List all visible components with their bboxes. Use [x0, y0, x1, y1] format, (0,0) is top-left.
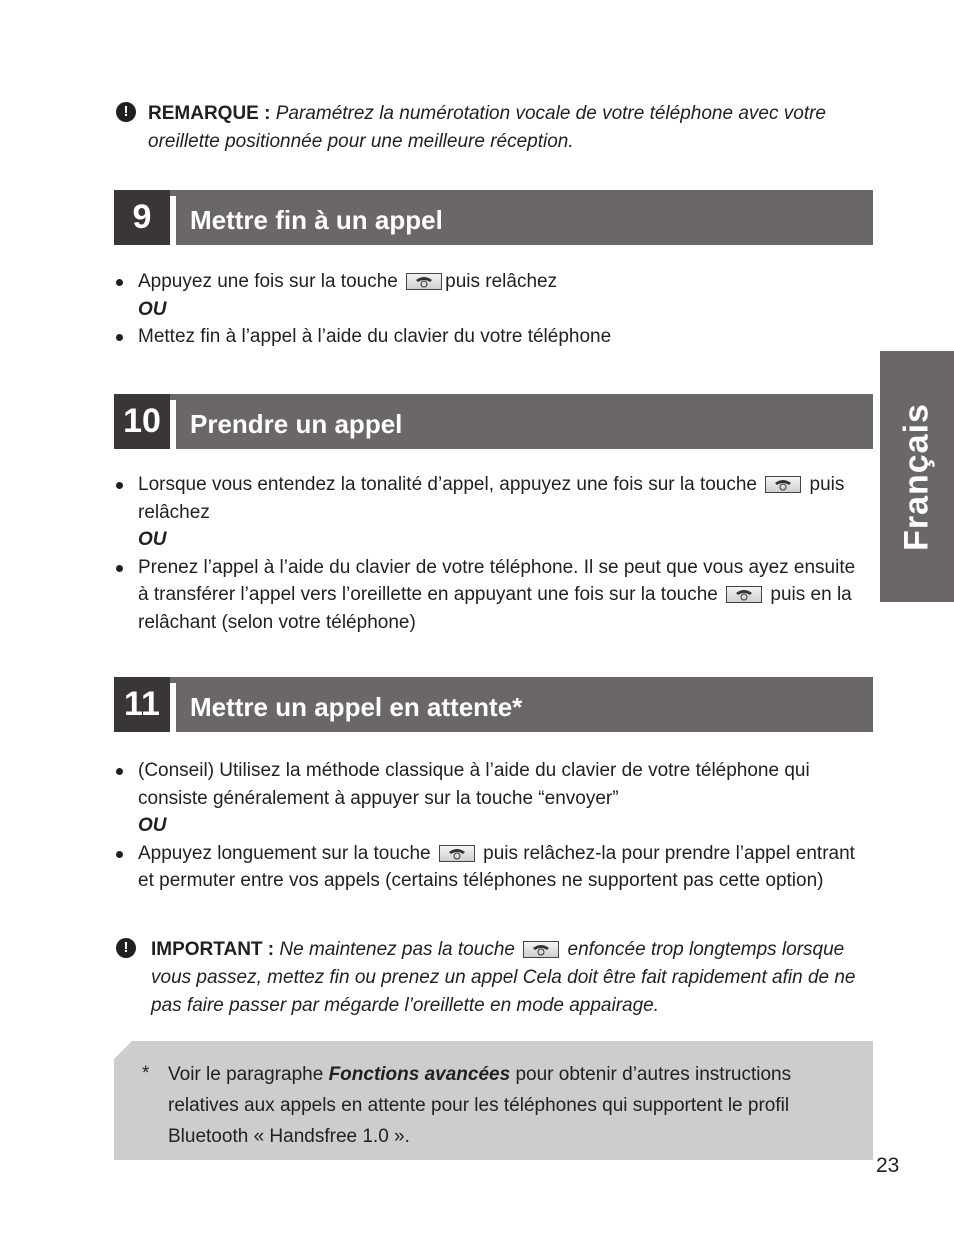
list-item: Appuyez une fois sur la touche puis relâchez [116, 268, 866, 296]
phone-key-icon [765, 476, 801, 493]
remarque-label: REMARQUE : [148, 103, 271, 124]
remarque-text: Paramétrez la numérotation vocale de votre téléphone avec votre oreillette positionnée pour une meilleure réception. [148, 103, 826, 152]
important-label: IMPORTANT : [151, 939, 275, 960]
section-9-header [114, 190, 873, 245]
footnote-text: Voir le paragraphe Fonctions avancées pour obtenir d’autres instructions relatives aux appels en attente pour les téléphones qui supportent le profil Bluetooth « Handsfree 1.0 ». [168, 1064, 792, 1147]
list-item: (Conseil) Utilisez la méthode classique à l’aide du clavier de votre téléphone qui consiste généralement à appuyer sur la touche “envoyer” [116, 757, 866, 812]
language-tab [880, 351, 954, 602]
list-item: Appuyez longuement sur la touche puis relâchez-la pour prendre l’appel entrant et permuter entre vos appels (certains téléphones ne supportent pas cette option) [116, 840, 866, 895]
section-11-list [116, 757, 866, 895]
section-number: 10 [114, 394, 170, 449]
section-title: Mettre fin à un appel [176, 190, 873, 245]
language-label: Français [897, 402, 936, 551]
section-number: 11 [114, 677, 170, 732]
important-note: ! IMPORTANT : Ne maintenez pas la touche enfoncée trop longtemps lorsque vous passez, mettez fin ou prenez un appel Cela doit être fait rapidement afin de ne pas faire passer par mégarde l’oreillette en mode appairage. [116, 936, 870, 1020]
section-title: Prendre un appel [176, 394, 873, 449]
section-title: Mettre un appel en attente* [176, 677, 873, 732]
exclamation-icon: ! [116, 102, 136, 122]
list-item: Mettez fin à l’appel à l’aide du clavier du votre téléphone [116, 323, 866, 351]
exclamation-icon: ! [116, 938, 136, 958]
footnote-marker: * [142, 1063, 150, 1084]
or-label: OU [138, 529, 167, 550]
section-number: 9 [114, 190, 170, 245]
footnote-box [114, 1041, 873, 1160]
section-9-list [116, 268, 866, 351]
list-item: Prenez l’appel à l’aide du clavier de votre téléphone. Il se peut que vous ayez ensuite à transférer l’appel vers l’oreillette en appuyant une fois sur la touche puis en la relâchant (selon votre téléphone) [116, 554, 866, 637]
phone-key-icon [406, 273, 442, 290]
section-10-list [116, 471, 866, 636]
section-10-header [114, 394, 873, 449]
phone-key-icon [726, 586, 762, 603]
or-label: OU [138, 298, 167, 320]
list-item: Lorsque vous entendez la tonalité d’appel, appuyez une fois sur la touche puis relâchez [116, 471, 866, 526]
or-label: OU [138, 815, 167, 836]
section-11-header [114, 677, 873, 732]
remarque-note [116, 100, 856, 156]
phone-key-icon [523, 941, 559, 958]
phone-key-icon [439, 845, 475, 862]
page-number: 23 [876, 1154, 900, 1177]
